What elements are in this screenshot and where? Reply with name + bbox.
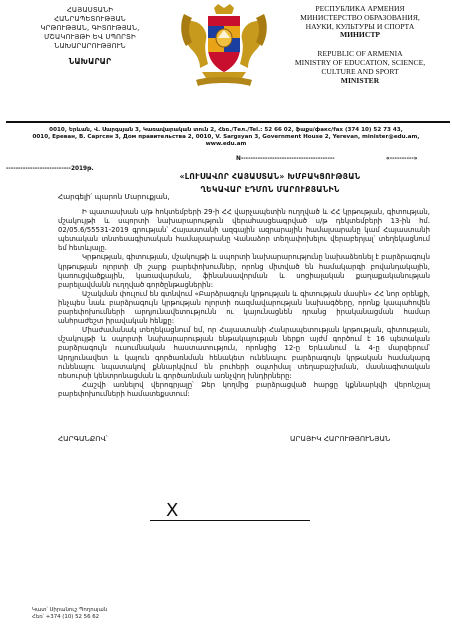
paragraph: Ի պատասխան ս/թ հոկտեմբերի 29-ի ՀՀ վարչապետին ուղղված և ՀՀ կրթության, գիտության, մշակույթի և սպորտի նախարարություն վերահասցեագրված ս/թ դեկտեմբերի 13-ին հմ. 02/05.6/55531-2019 գրության՝ Հայաստանի ազգային ազրարային համալսարանը կամ Հայաստանի պետական տնտեսագիտական համալսարանը Վանաձոր տեղափոխելու վերաբերյալ՝ տեղեկացնում եմ հետևյալը. (58, 208, 430, 253)
header-line: ՀԱՅԱՍՏԱՆԻ (66, 6, 114, 14)
executor-phone: Հեռ՝ +374 (10) 52 56 62 (32, 614, 100, 620)
closing-label: ՀԱՐԳԱՆՔՈՎ՝ (58, 434, 108, 443)
paragraph: Աշակման փուլում են գտնվում «Բարձրագույն կրթության և գիտության մասին» ՀՀ նոր օրենքի, ինչպես նաև բարձրագույն կրթության ոլորտի ռազմավարության նախագծերը, որոնք կապահովեն բարեփոխումների արդյունավետությունն ու կայունացնեն դրանց իրականացման համար անհրաժեշտ իրավական հենքը: (58, 289, 430, 326)
header-divider (6, 121, 450, 123)
letter-body (58, 208, 430, 399)
header-line: CULTURE AND SPORT (321, 66, 399, 76)
header-line: ԿՐԹՈՒԹՅԱՆ, ԳԻՏՈՒԹՅԱՆ, (40, 24, 140, 32)
header-line: МИНИСТЕРСТВО ОБРАЗОВАНИЯ, (300, 12, 420, 22)
signature-mark: X (166, 500, 179, 521)
executor-info (32, 607, 107, 621)
header-line: ՀԱՆՐԱՊԵՏՈՒԹՅԱՆ (54, 15, 126, 23)
address-line: www.edu.am (205, 141, 247, 147)
coat-of-arms-icon (178, 2, 270, 90)
header-line: MINISTRY OF EDUCATION, SCIENCE, (294, 57, 426, 67)
header-role: МИНИСТР (339, 30, 381, 40)
executor-name: Կատ՝ Սիրանուշ Պողոսյան (32, 607, 108, 613)
recipient-line: ՂԵԿԱՎԱՐ ԷԴՄՈՆ ՄԱՐՈՒՔՅԱՆԻՆ (200, 185, 340, 194)
ministry-address (10, 127, 442, 148)
header-armenian (30, 6, 150, 66)
greeting: Հարգելի՛ պարոն Մարուքյան, (58, 192, 170, 201)
reference-number: N--------------------------------------- (236, 156, 335, 162)
header-line: REPUBLIC OF ARMENIA (317, 49, 403, 59)
address-line: 0010, Երևան, Վ. Սարգսյան 3, Կառավարական տուն 2, Հեռ./Тел./Tel.: 52 66 02, ֆաքս/факс/fax (374 10) 52 73 43, (49, 127, 403, 133)
paragraph: Կրթության, գիտության, մշակույթի և սպորտի նախարարությունը նախաձեռնել է բարձրագույն կրթության ոլորտի մի շարք բարեփոխումներ, որոնց միտված են համակարգի բովանդակային, կառուցվածքային, կառավարման, ֆինանսավորման և սոցիալական քաղաքականության բարելավմանն ուղղված գործընթացներին: (58, 253, 430, 289)
signatory-name: ԱՐԱՅԻԿ ՀԱՐՈՒԹՅՈՒՆՅԱՆ (290, 434, 391, 443)
header-line: ՄՇԱԿՈՒՅԹԻ ԵՎ ՍՊՈՐՏԻ (44, 33, 136, 41)
recipient-line: «ԼՈՒՍԱՎՈՐ ՀԱՅԱՍՏԱՆ» ԽՄԲԱԿՑՈՒԹՅԱՆ (179, 172, 361, 181)
paragraph: Միաժամանակ տեղեկացնում եմ, որ Հայաստանի Հանրապետության կրթության, գիտության, մշակույթի և սպորտի նախարարության ենթակայության ներքո այժմ գործում է 16 պետական բարձրագույն ուսումնական հաստատություն, որոնցից 12-ը Երևանում և 4-ը մարզերում՝ Արդյունավետ և կայուն գործառնման հենակետ ունենալու բարձրագույն կրթական համակարգ ունենալու նպատակով քննարկվում են բուհերի օպտիմալ տեղաբաշխման, մասնագիտական ռեսուրսի կենտրոնացման և գործառնման առնչվող խնդիրները: (58, 326, 430, 380)
document-date: ---------------------------2019թ. (6, 166, 94, 172)
address-line: 0010, Ереван, В. Саргсян 3, Дом правительства 2, 0010, V. Sargsyan 3, Government House 2, Yerevan, minister@edu.am, (32, 134, 420, 140)
header-line: НАУКИ, КУЛЬТУРЫ И СПОРТА (305, 21, 415, 31)
paragraph: Հաշվի առնելով վերոգրյալը՝ Ձեր կողմից բարձրացված հարցը կքննարկվի վերոնշյալ բարեփոխումների համատեքստում: (58, 380, 430, 398)
header-foreign (280, 5, 440, 85)
reference-date: «----------» (386, 156, 418, 162)
header-line: РЕСПУБЛИКА АРМЕНИЯ (315, 4, 405, 13)
header-role: MINISTER (340, 75, 380, 85)
header-line: ՆԱԽԱՐԱՐՈՒԹՅՈՒՆ (54, 42, 126, 50)
header-role: ՆԱԽԱՐԱՐ (68, 57, 112, 66)
